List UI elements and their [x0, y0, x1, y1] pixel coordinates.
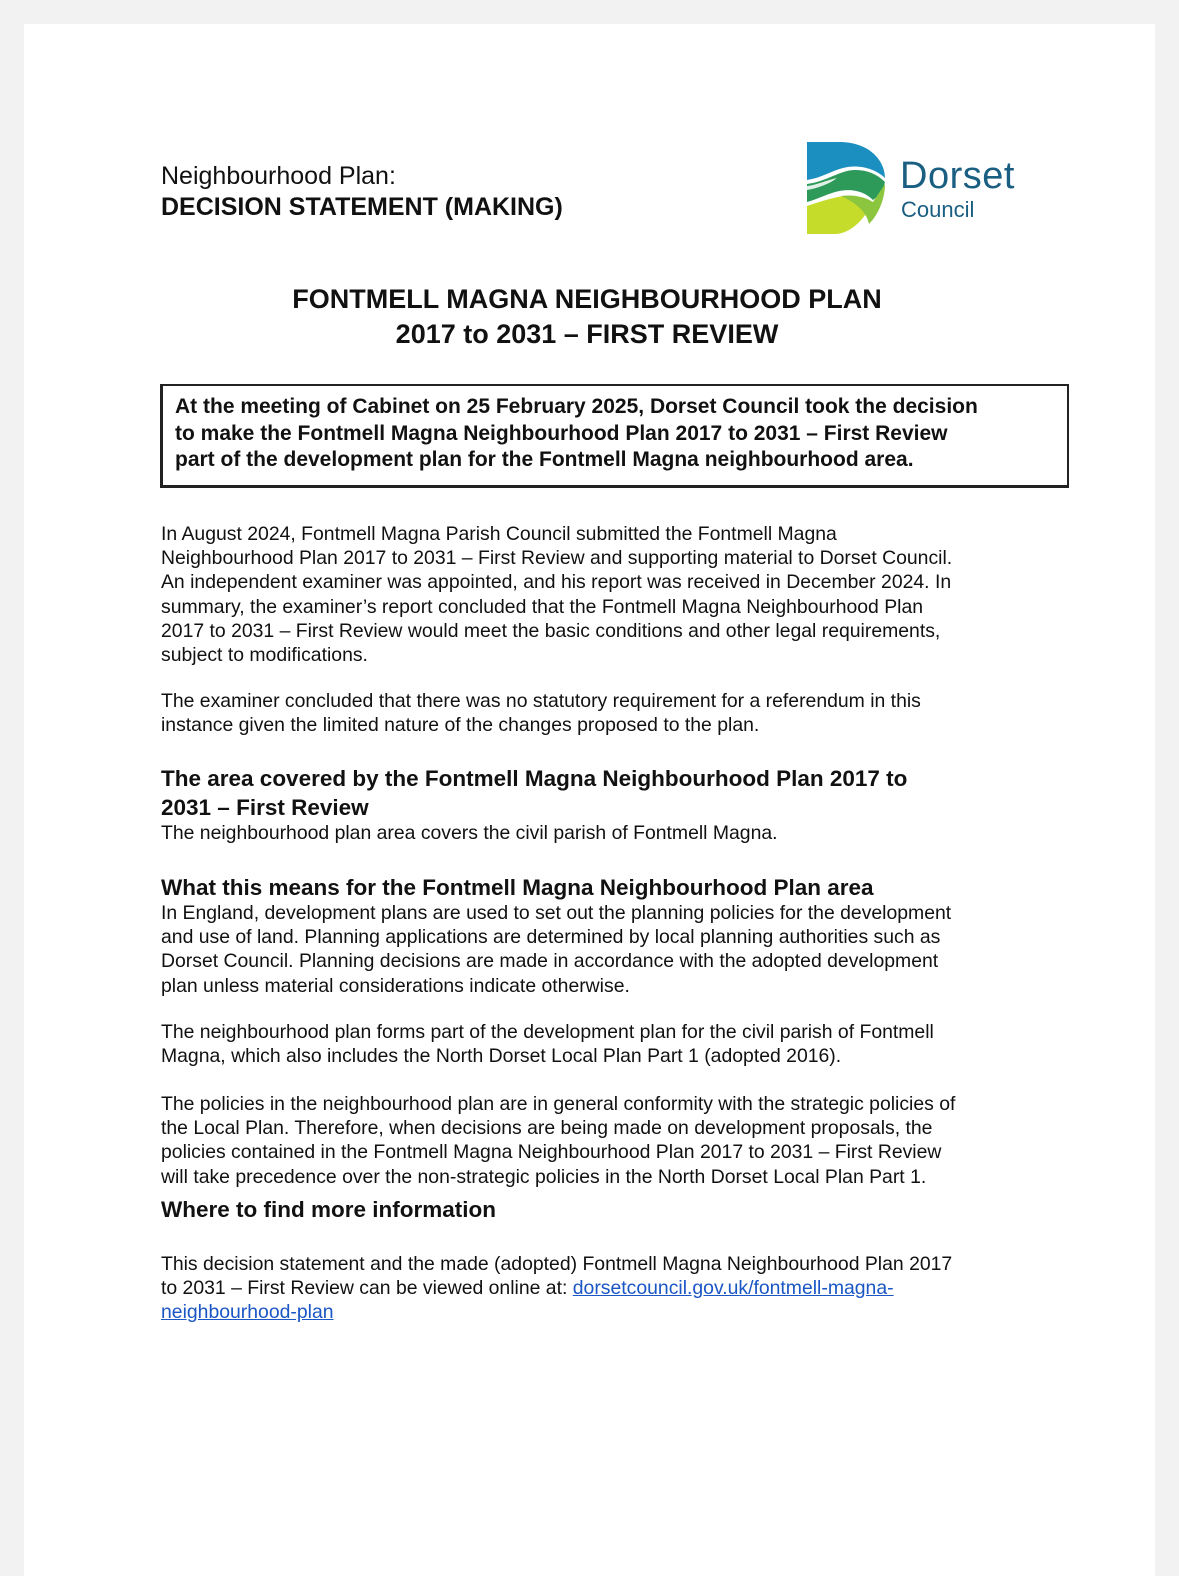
decision-line-3: part of the development plan for the Fontmell Magna neighbourhood area.: [175, 448, 914, 471]
plan-link-continued[interactable]: neighbourhood-plan: [161, 1301, 334, 1324]
info-heading: Where to find more information: [161, 1197, 496, 1222]
text-line: Neighbourhood Plan 2017 to 2031 – First Review and supporting material to Dorset Council.: [161, 547, 953, 570]
area-heading: [161, 764, 1031, 822]
text-line: Magna, which also includes the North Dorset Local Plan Part 1 (adopted 2016).: [161, 1045, 842, 1068]
text-line: instance given the limited nature of the changes proposed to the plan.: [161, 714, 760, 737]
text-line: An independent examiner was appointed, and his report was received in December 2024. In: [161, 571, 952, 594]
title-line-2: 2017 to 2031 – FIRST REVIEW: [395, 319, 779, 349]
intro-paragraph-2: [161, 689, 1031, 737]
meaning-paragraph-3: [161, 1092, 1031, 1189]
intro-paragraph-1: [161, 522, 1031, 667]
text-line: The examiner concluded that there was no statutory requirement for a referendum in this: [161, 690, 921, 712]
doc-type-title: DECISION STATEMENT (MAKING): [161, 193, 563, 221]
text-line: In August 2024, Fontmell Magna Parish Council submitted the Fontmell Magna: [161, 523, 837, 545]
text-line: In England, development plans are used to set out the planning policies for the development: [161, 902, 952, 924]
text-line: the Local Plan. Therefore, when decisions are being made on development proposals, the: [161, 1117, 933, 1140]
dorset-council-logo: [805, 138, 1035, 238]
title-line-1: FONTMELL MAGNA NEIGHBOURHOOD PLAN: [292, 284, 882, 314]
heading-line: 2031 – First Review: [161, 795, 369, 820]
decision-line-2: to make the Fontmell Magna Neighbourhood Plan 2017 to 2031 – First Review: [175, 421, 948, 445]
doc-type-label: Neighbourhood Plan:: [161, 162, 396, 190]
meaning-paragraph-1: [161, 901, 1031, 998]
text-line: subject to modifications.: [161, 644, 368, 667]
text-line: This decision statement and the made (adopted) Fontmell Magna Neighbourhood Plan 2017: [161, 1253, 953, 1275]
plan-link[interactable]: dorsetcouncil.gov.uk/fontmell-magna-: [572, 1277, 894, 1300]
text-line: The policies in the neighbourhood plan are in general conformity with the strategic policies of: [161, 1093, 956, 1115]
text-line: 2017 to 2031 – First Review would meet the basic conditions and other legal requirements,: [161, 619, 941, 642]
text-line: and use of land. Planning applications are determined by local planning authorities such as: [161, 926, 941, 949]
text-line: [161, 1276, 1031, 1300]
document-page: [24, 24, 1155, 1576]
decision-summary-box: [160, 384, 1069, 488]
decision-line-1: At the meeting of Cabinet on 25 February 2025, Dorset Council took the decision: [175, 395, 978, 418]
text-line: plan unless material considerations indicate otherwise.: [161, 974, 630, 997]
heading-line: The area covered by the Fontmell Magna Neighbourhood Plan 2017 to: [161, 766, 908, 791]
text-line: will take precedence over the non-strategic policies in the North Dorset Local Plan Part 1.: [161, 1165, 927, 1188]
text-line: Dorset Council. Planning decisions are made in accordance with the adopted development: [161, 950, 939, 973]
text-line: [161, 1300, 1031, 1324]
logo-council-text: Council: [901, 197, 975, 222]
logo-dorset-text: Dorset: [900, 155, 1015, 197]
text-line: The neighbourhood plan forms part of the development plan for the civil parish of Fontmell: [161, 1021, 934, 1043]
info-text-prefix: to 2031 – First Review can be viewed online at:: [161, 1277, 573, 1300]
dorset-council-emblem-icon: [805, 138, 887, 238]
text-line: policies contained in the Fontmell Magna Neighbourhood Plan 2017 to 2031 – First Review: [161, 1141, 942, 1164]
page-title: [161, 282, 1013, 352]
document-type: [161, 161, 563, 223]
meaning-heading: What this means for the Fontmell Magna Neighbourhood Plan area: [161, 875, 874, 900]
area-text: The neighbourhood plan area covers the civil parish of Fontmell Magna.: [161, 822, 778, 844]
text-line: summary, the examiner’s report concluded that the Fontmell Magna Neighbourhood Plan: [161, 595, 924, 618]
meaning-paragraph-2: [161, 1020, 1031, 1068]
info-paragraph: [161, 1252, 1031, 1325]
